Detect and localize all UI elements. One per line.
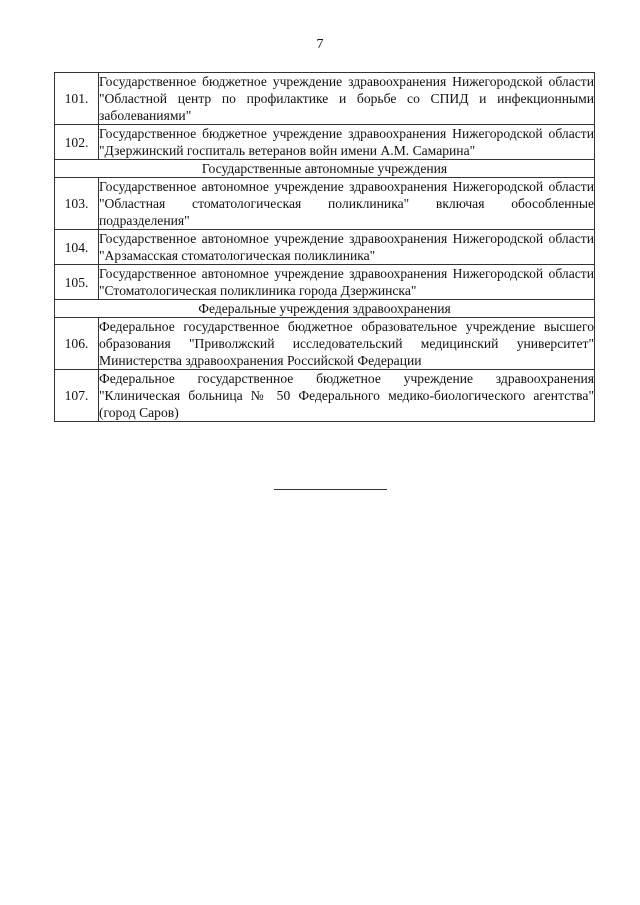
table-row [55,230,595,265]
institution-name: Федеральное государственное бюджетное образовательное учреждение высшего образования "Приволжский исследовательский медицинский университет" Министерства здравоохранения Российской Федерации [99,319,594,368]
institution-name: Федеральное государственное бюджетное учреждение здравоохранения "Клиническая больница № 50 Федерального медико-биологического агентства" (город Саров) [99,371,594,420]
institutions-table [54,72,595,422]
institution-name: Государственное автономное учреждение здравоохранения Нижегородской области "Стоматологическая поликлиника города Дзержинска" [99,266,594,298]
table-row [55,370,595,422]
row-number: 101. [55,73,99,125]
row-number: 106. [55,318,99,370]
institution-name: Государственное автономное учреждение здравоохранения Нижегородской области "Арзамасская стоматологическая поликлиника" [99,231,594,263]
row-number: 102. [55,125,99,160]
row-number: 104. [55,230,99,265]
section-header: Государственные автономные учреждения [55,160,595,178]
institution-name: Государственное автономное учреждение здравоохранения Нижегородской области "Областная стоматологическая поликлиника" включая обособленные подразделения" [99,179,594,228]
institution-name: Государственное бюджетное учреждение здравоохранения Нижегородской области "Областной центр по профилактике и борьбе со СПИД и инфекционными заболеваниями" [99,74,594,123]
row-number: 107. [55,370,99,422]
table-row [55,318,595,370]
page-number: 7 [316,37,324,52]
institution-name: Государственное бюджетное учреждение здравоохранения Нижегородской области "Дзержинский госпиталь ветеранов войн имени А.М. Самарина" [99,126,594,158]
table-row [55,73,595,125]
row-number: 103. [55,178,99,230]
institutions-table-body [55,73,595,422]
section-header-row [55,160,595,178]
closing-divider [274,489,387,490]
table-row [55,178,595,230]
row-number: 105. [55,265,99,300]
section-header: Федеральные учреждения здравоохранения [55,300,595,318]
table-row [55,265,595,300]
section-header-row [55,300,595,318]
table-row [55,125,595,160]
